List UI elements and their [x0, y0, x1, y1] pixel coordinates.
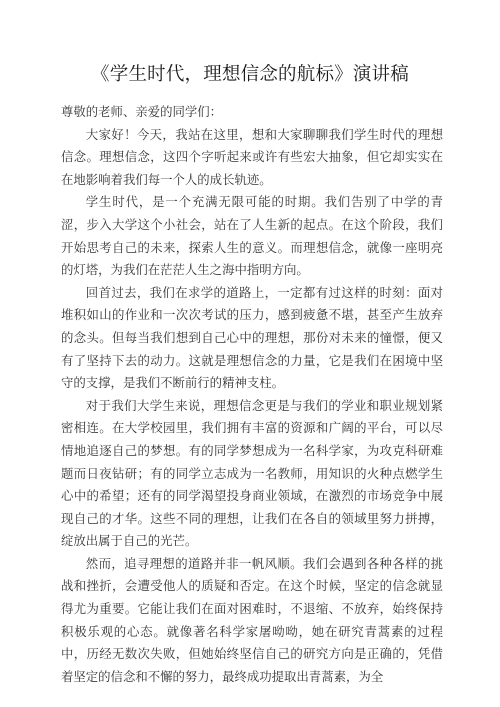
paragraph-4: 对于我们大学生来说，理想信念更是与我们的学业和职业规划紧密相连。在大学校园里，我们拥有丰富的资源和广阔的平台，可以尽情地追逐自己的梦想。有的同学梦想成为一名科学家，为攻克科研难题而日夜钻研；有的同学立志成为一名教师，用知识的火种点燃学生心中的希望；还有的同学渴望投身商业领域，在激烈的市场竞争中展现自己的才华。这些不同的理想，让我们在各自的领域里努力拼搏，绽放出属于自己的光芒。 — [61, 397, 443, 549]
paragraph-3: 回首过去，我们在求学的道路上，一定都有过这样的时刻：面对堆积如山的作业和一次次考试的压力，感到疲惫不堪，甚至产生放弃的念头。但每当我们想到自己心中的理想，那份对未来的憧憬，便又有了坚持下去的动力。这就是理想信念的力量，它是我们在困境中坚守的支撑，是我们不断前行的精神支柱。 — [61, 284, 443, 391]
paragraph-2: 学生时代，是一个充满无限可能的时期。我们告别了中学的青涩，步入大学这个小社会，站在了人生新的起点。在这个阶段，我们开始思考自己的未来，探索人生的意义。而理想信念，就像一座明亮的灯塔，为我们在茫茫人生之海中指明方向。 — [61, 194, 443, 278]
paragraph-1: 大家好！今天，我站在这里，想和大家聊聊我们学生时代的理想信念。理想信念，这四个字听起来或许有些宏大抽象，但它却实实在在地影响着我们每一个人的成长轨迹。 — [61, 126, 443, 187]
document-body — [61, 101, 443, 688]
paragraph-5: 然而，追寻理想的道路并非一帆风顺。我们会遇到各种各样的挑战和挫折，会遭受他人的质疑和否定。在这个时候，坚定的信念就显得尤为重要。它能让我们在面对困难时，不退缩、不放弃，始终保持积极乐观的心态。就像著名科学家屠呦呦，她在研究青蒿素的过程中，历经无数次失败，但她始终坚信自己的研究方向是正确的，凭借着坚定的信念和不懈的努力，最终成功提取出青蒿素，为全 — [61, 555, 443, 684]
document-title: 《学生时代，理想信念的航标》演讲稿 — [91, 64, 409, 85]
salutation: 尊敬的老师、亲爱的同学们： — [61, 104, 223, 119]
